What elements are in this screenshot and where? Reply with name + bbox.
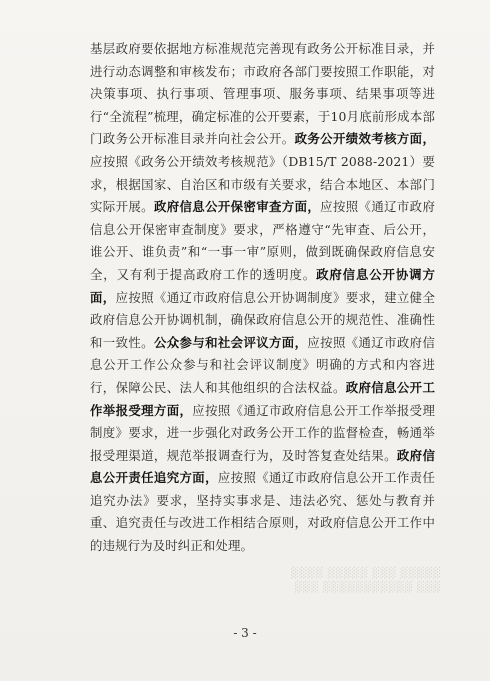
text-segment: 应按照《通辽市政府信息公开保密审查制度》要求，严格遵守“先审查、后公开，谁公开、谁负责”和“一事一审”原则，做到既确保政府信息安全，又有利于提高政府工作的透明度。 [90,199,436,282]
text-segment: 应按照《政务公开绩效考核规范》（DB15/T 2088-2021）要求，根据国家、自治区和市级有关要求，结合本地区、本部门实际开展。 [90,153,435,215]
bold-heading-report-handling: 政府信息公开工作举报受理方面， [90,379,435,418]
paragraph [90,38,435,558]
bold-heading-coordination: 政府信息公开协调方面， [90,266,435,305]
text-segment: 应按照《通辽市政府信息公开工作举报受理制度》要求，进一步强化对政务公开工作的监督检查，畅通举报受理渠道，规范举报调查行为，及时答复查处结果。 [90,402,435,463]
body-text [90,38,435,558]
text-segment: 应按照《通辽市政府信息公开协调制度》要求，建立健全政府信息公开协调机制，确保政府信息公开的规范性、准确性和一致性。 [90,289,435,350]
text-segment: 应按照《通辽市政府信息公开工作责任追究办法》要求，坚持实事求是、违法必究、惩处与教育并重、追究责任与改进工作相结合原则，对政府信息公开工作中的违规行为及时纠正和处理。 [90,470,435,554]
show-through-text [90,567,440,595]
bold-heading-assessment: 政务公开绩效考核方面， [294,131,435,147]
text-segment: 基层政府要依据地方标准规范完善现有政务公开标准目录，并进行动态调整和审核发布；市政府各部门要按照工作职能，对决策事项、执行事项、管理事项、服务事项、结果事项等进行“全流程”梳理，确定标准的公开要素，于10月底前形成本部门政务公开标准目录并向社会公开。 [90,41,435,147]
show-through-line: ░░░ ░░░░░░░░░░░ ░░░ [293,582,440,593]
page-number: - 3 - [233,626,257,640]
bold-heading-public-participation: 公众参与和社会评议方面， [153,334,308,350]
bold-heading-accountability: 政府信息公开责任追究方面， [90,447,435,486]
bold-heading-confidentiality: 政府信息公开保密审查方面， [153,199,321,215]
text-segment: 应按照《通辽市政府信息公开工作公众参与和社会评议制度》明确的方式和内容进行，保障公民、法人和其他组织的合法权益。 [90,334,435,395]
show-through-line: ░░░░░ ░░░ ░░░░░ ░░░░ [289,568,440,579]
